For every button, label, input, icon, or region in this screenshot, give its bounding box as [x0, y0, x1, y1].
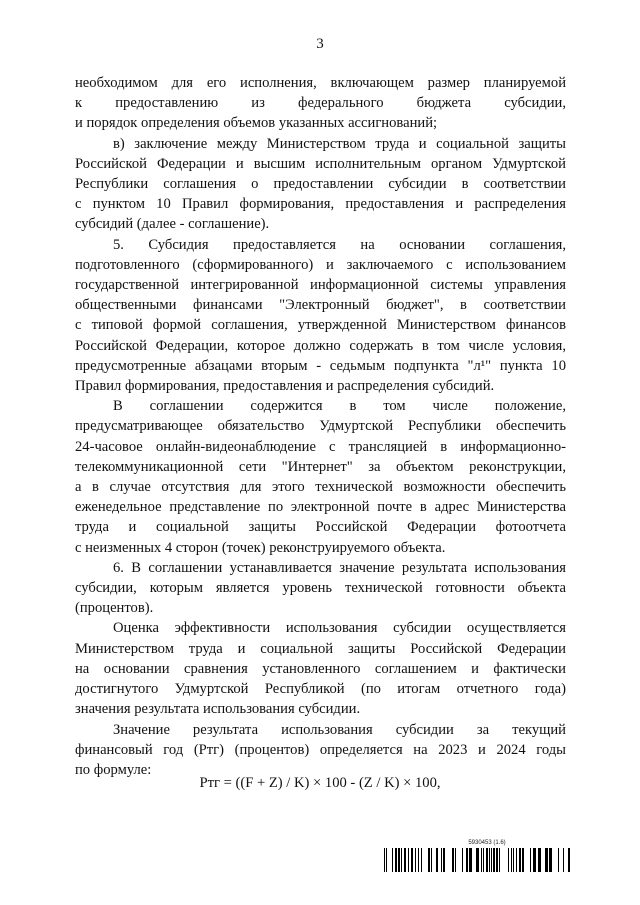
barcode-bar [558, 848, 559, 872]
barcode-bar [476, 848, 479, 872]
text-line: 24-часовое онлайн-видеонаблюдение с трансляцией в информационно- [75, 438, 566, 455]
barcode [384, 848, 570, 872]
text-line: субсидии, которым является уровень технической готовности объекта [75, 580, 566, 597]
text-line: общественными финансами "Электронный бюджет", в соответствии [75, 297, 566, 314]
barcode-bar [513, 848, 514, 872]
barcode-bar [530, 848, 531, 872]
text-line: значения результата использования субсидии. [75, 701, 361, 718]
barcode-bar [398, 848, 400, 872]
text-line: Министерством труда и социальной защиты Российской Федерации [75, 640, 566, 657]
barcode-bar [568, 848, 570, 872]
barcode-bar [421, 848, 422, 872]
barcode-bar [436, 848, 438, 872]
barcode-bar [481, 848, 482, 872]
text-line: Республики соглашения о предоставлении субсидии в соответствии [75, 176, 566, 193]
barcode-bar [443, 848, 445, 872]
barcode-bar [469, 848, 472, 872]
barcode-bar [508, 848, 509, 872]
text-line: В соглашении содержится в том числе положение, [113, 398, 566, 415]
barcode-bar [408, 848, 409, 872]
text-line: Российской Федерации и высшим исполнительным органом Удмуртской [75, 155, 566, 172]
text-line: подготовленного (сформированного) и заключаемого с использованием [75, 256, 566, 273]
text-line: по формуле: [75, 761, 152, 778]
text-line: субсидий (далее - соглашение). [75, 216, 270, 233]
barcode-bar [491, 848, 492, 872]
barcode-bar [428, 848, 430, 872]
barcode-bar [493, 848, 495, 872]
barcode-bar [455, 848, 456, 872]
barcode-bar [401, 848, 402, 872]
text-line: труда и социальной защиты Российской Федерации фотоотчета [75, 519, 566, 536]
text-line: предусматривающее обязательство Удмуртской Республики обеспечить [75, 418, 566, 435]
text-line: еженедельное представление по электронной почте в адрес Министерства [75, 499, 566, 516]
text-line: Оценка эффективности использования субсидии осуществляется [113, 620, 566, 637]
barcode-bar [386, 848, 387, 872]
barcode-bar [404, 848, 406, 872]
text-line: телекоммуникационной сети "Интернет" за объектом реконструкции, [75, 458, 566, 475]
barcode-bar [496, 848, 498, 872]
formula: Pтг = ((F + Z) / K) × 100 - (Z / K) × 100, [199, 775, 441, 791]
barcode-bar [549, 848, 552, 872]
barcode-bar [415, 848, 416, 872]
text-line: и порядок определения объемов указанных ассигнований; [75, 115, 438, 132]
barcode-bar [418, 848, 419, 872]
text-line: (процентов). [75, 600, 154, 617]
barcode-bar [486, 848, 488, 872]
text-line: с пунктом 10 Правил формирования, предоставления и распределения [75, 196, 566, 213]
barcode-bar [431, 848, 432, 872]
text-line: Российской Федерации, которое должно содержать в том числе условия, [75, 337, 566, 354]
text-line: на основании сравнения установленного соглашением и фактически [75, 660, 566, 677]
text-line: достигнутого Удмуртской Республикой (по итогам отчетного года) [75, 681, 566, 698]
text-line: а в случае отсутствия для этого технической возможности обеспечить [75, 479, 566, 496]
barcode-bar [563, 848, 564, 872]
text-line: предусмотренные абзацами вторым - седьмым подпункта "л¹" пункта 10 [75, 357, 566, 374]
barcode-bar [411, 848, 413, 872]
barcode-bar [452, 848, 454, 872]
barcode-bar [384, 848, 385, 872]
barcode-bar [441, 848, 442, 872]
barcode-bar [522, 848, 524, 872]
text-line: к предоставлению из федерального бюджета субсидии, [75, 95, 566, 112]
barcode-bar [489, 848, 490, 872]
text-line: в) заключение между Министерством труда и социальной защиты [113, 135, 566, 152]
barcode-bar [538, 848, 541, 872]
text-line: с неизменных 4 сторон (точек) реконструируемого объекта. [75, 539, 446, 556]
barcode-bar [519, 848, 521, 872]
text-line: 5. Субсидия предоставляется на основании соглашения, [113, 236, 566, 253]
barcode-bar [466, 848, 468, 872]
text-line: государственной интегрированной информационной системы управления [75, 277, 566, 294]
text-line: с типовой формой соглашения, утвержденной Министерством финансов [75, 317, 566, 334]
barcode-bar [533, 848, 536, 872]
text-line: 6. В соглашении устанавливается значение результата использования [113, 559, 566, 576]
document-code: 5930453 (1.6) [468, 840, 506, 846]
text-line: финансовый год (Pтг) (процентов) определяется на 2023 и 2024 годы [75, 741, 566, 758]
barcode-bar [462, 848, 463, 872]
text-line: Значение результата использования субсидии за текущий [113, 721, 566, 738]
text-line: Правил формирования, предоставления и распределения субсидий. [75, 378, 495, 395]
barcode-bar [483, 848, 484, 872]
barcode-bar [516, 848, 517, 872]
barcode-bar [545, 848, 548, 872]
barcode-bar [392, 848, 393, 872]
text-line: необходимом для его исполнения, включающем размер планируемой [75, 75, 566, 91]
document-stamp [384, 840, 570, 872]
barcode-bar [499, 848, 500, 872]
barcode-bar [511, 848, 512, 872]
barcode-bar [395, 848, 397, 872]
body-text [75, 73, 566, 780]
page-number: 3 [316, 36, 324, 52]
